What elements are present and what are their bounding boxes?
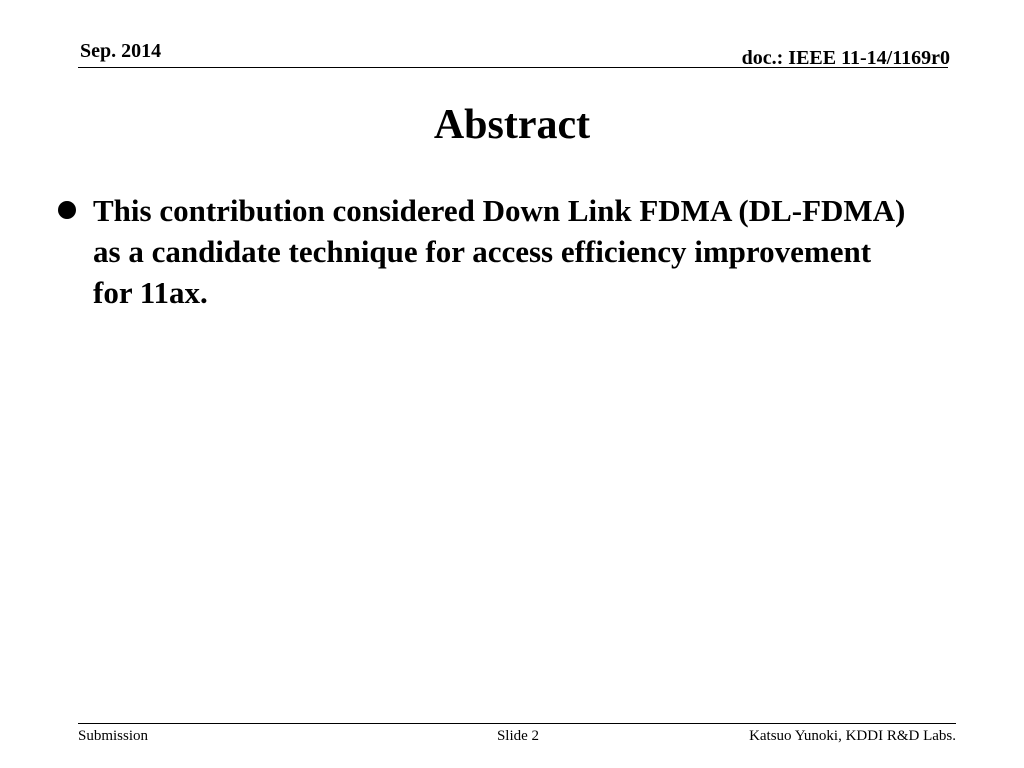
bullet-text: This contribution considered Down Link FDMA (DL-FDMA) as a candidate technique for access efficiency improvement for 11ax. [93,193,906,310]
bullet-dot-icon [58,201,76,219]
footer-submission: Submission [78,728,149,744]
footer-divider [78,723,956,724]
footer-author: Katsuo Yunoki, KDDI R&D Labs. [749,728,956,744]
slide-title: Abstract [433,102,591,148]
header-divider [78,67,948,68]
bullet-item [56,190,916,313]
footer-slide-number: Slide 2 [496,728,540,744]
header-doc-id: doc.: IEEE 11-14/1169r0 [741,47,950,69]
bullet-list [56,190,916,313]
header-date: Sep. 2014 [80,40,162,62]
